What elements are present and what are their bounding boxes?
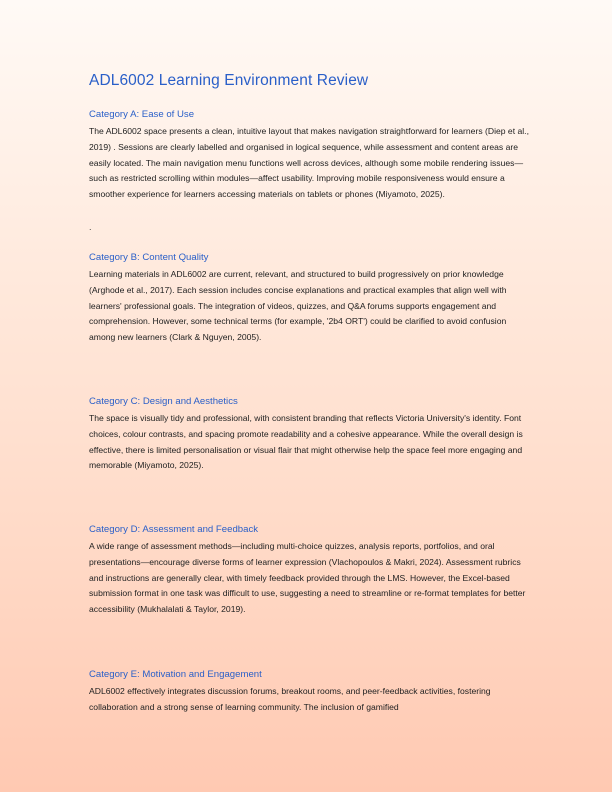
section-heading: Category D: Assessment and Feedback — [89, 524, 259, 535]
section-heading: Category A: Ease of Use — [89, 109, 195, 120]
section-body: Learning materials in ADL6002 are current, relevant, and structured to build progressively on prior knowledge (Arghode et al., 2017). Each session includes concise explanations and practical examples that align well with learners' professional goals. The integration of videos, quizzes, and Q&A forums supports engagement and comprehension. However, some technical terms (for example, '2b4 ORT') could be clarified to avoid confusion among new learners (Clark & Nguyen, 2005). — [89, 269, 507, 342]
section-body: A wide range of assessment methods—including multi-choice quizzes, analysis reports, portfolios, and oral presentations—encourage diverse forms of learner expression (Vlachopoulos & Makri, 2024). Assessment rubrics and instructions are generally clear, with timely feedback provided through the LMS. However, the Excel-based submission format in one task was difficult to use, suggesting a need to streamline or re-format templates for better accessibility (Mukhalalati & Taylor, 2019). — [89, 541, 526, 614]
section-assessment-feedback — [89, 523, 529, 618]
section-body: The space is visually tidy and professional, with consistent branding that reflects Victoria University's identity. Font choices, colour contrasts, and spacing promote readability and a cohesive appearance. While the overall design is effective, there is limited personalisation or visual flair that might otherwise help the space feel more engaging and memorable (Miyamoto, 2025). — [89, 413, 523, 471]
section-design-aesthetics — [89, 395, 529, 474]
section-heading: Category C: Design and Aesthetics — [89, 396, 238, 407]
section-motivation-engagement — [89, 668, 529, 716]
section-heading: Category E: Motivation and Engagement — [89, 669, 262, 680]
section-body: ADL6002 effectively integrates discussion forums, breakout rooms, and peer-feedback activities, fostering collaboration and a strong sense of learning community. The inclusion of gamified — [89, 686, 491, 712]
section-content-quality — [89, 251, 529, 346]
page-title: ADL6002 Learning Environment Review — [89, 72, 369, 89]
section-body: The ADL6002 space presents a clean, intuitive layout that makes navigation straightforward for learners (Diep et al., 2019) . Sessions are clearly labelled and organised in logical sequence, while assessment and content areas are easily located. The main navigation menu functions well across devices, although some mobile rendering issues—such as restricted scrolling within modules—affect usability. Improving mobile responsiveness would ensure a smoother experience for learners accessing materials on tablets or phones (Miyamoto, 2025). — [89, 126, 529, 199]
separator-dot: . — [89, 222, 92, 232]
section-ease-of-use — [89, 108, 529, 203]
section-heading: Category B: Content Quality — [89, 252, 209, 263]
